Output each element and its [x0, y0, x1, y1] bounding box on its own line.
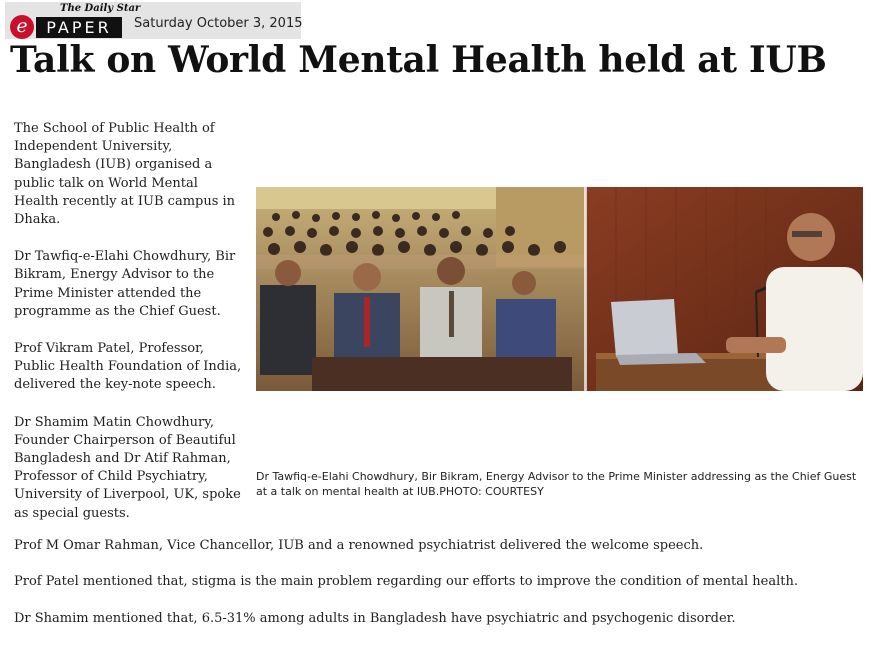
article-paragraph: Prof M Omar Rahman, Vice Chancellor, IUB and a renowned psychiatrist delivered the welcome speech. — [14, 538, 704, 553]
article-photo — [256, 187, 863, 391]
article-headline: Talk on World Mental Health held at IUB — [10, 39, 827, 81]
article-paragraph: Dr Shamim Matin Chowdhury, Founder Chairperson of Beautiful Bangladesh and Dr Atif Rahman, Professor of Child Psychiatry, University of Liverpool, UK, spoke as special guests. — [14, 414, 241, 521]
article-paragraph: Dr Tawfiq-e-Elahi Chowdhury, Bir Bikram, Energy Advisor to the Prime Minister attended the programme as the Chief Guest. — [14, 249, 236, 319]
photo-illustration — [256, 187, 863, 391]
issue-date: Saturday October 3, 2015 — [134, 16, 303, 31]
article-paragraph: Prof Vikram Patel, Professor, Public Health Foundation of India, delivered the key-note speech. — [14, 341, 242, 393]
logo-e-circle: e — [10, 15, 34, 39]
logo-paper-word: PAPER — [36, 17, 122, 38]
photo-caption: Dr Tawfiq-e-Elahi Chowdhury, Bir Bikram, Energy Advisor to the Prime Minister addressing as the Chief Guest at a talk on mental health at IUB.PHOTO: COURTESY — [256, 470, 857, 498]
masthead-bar — [5, 2, 301, 39]
daily-star-wordmark: The Daily Star — [60, 3, 141, 14]
article-paragraph: Prof Patel mentioned that, stigma is the main problem regarding our efforts to improve the condition of mental health. — [14, 574, 798, 589]
article-body-column — [14, 120, 242, 542]
article-paragraph: Dr Shamim mentioned that, 6.5-31% among adults in Bangladesh have psychiatric and psychogenic disorder. — [14, 611, 736, 626]
epaper-logo[interactable] — [5, 2, 141, 39]
article-paragraph: The School of Public Health of Independent University, Bangladesh (IUB) organised a public talk on World Mental Health recently at IUB campus in Dhaka. — [14, 121, 236, 228]
